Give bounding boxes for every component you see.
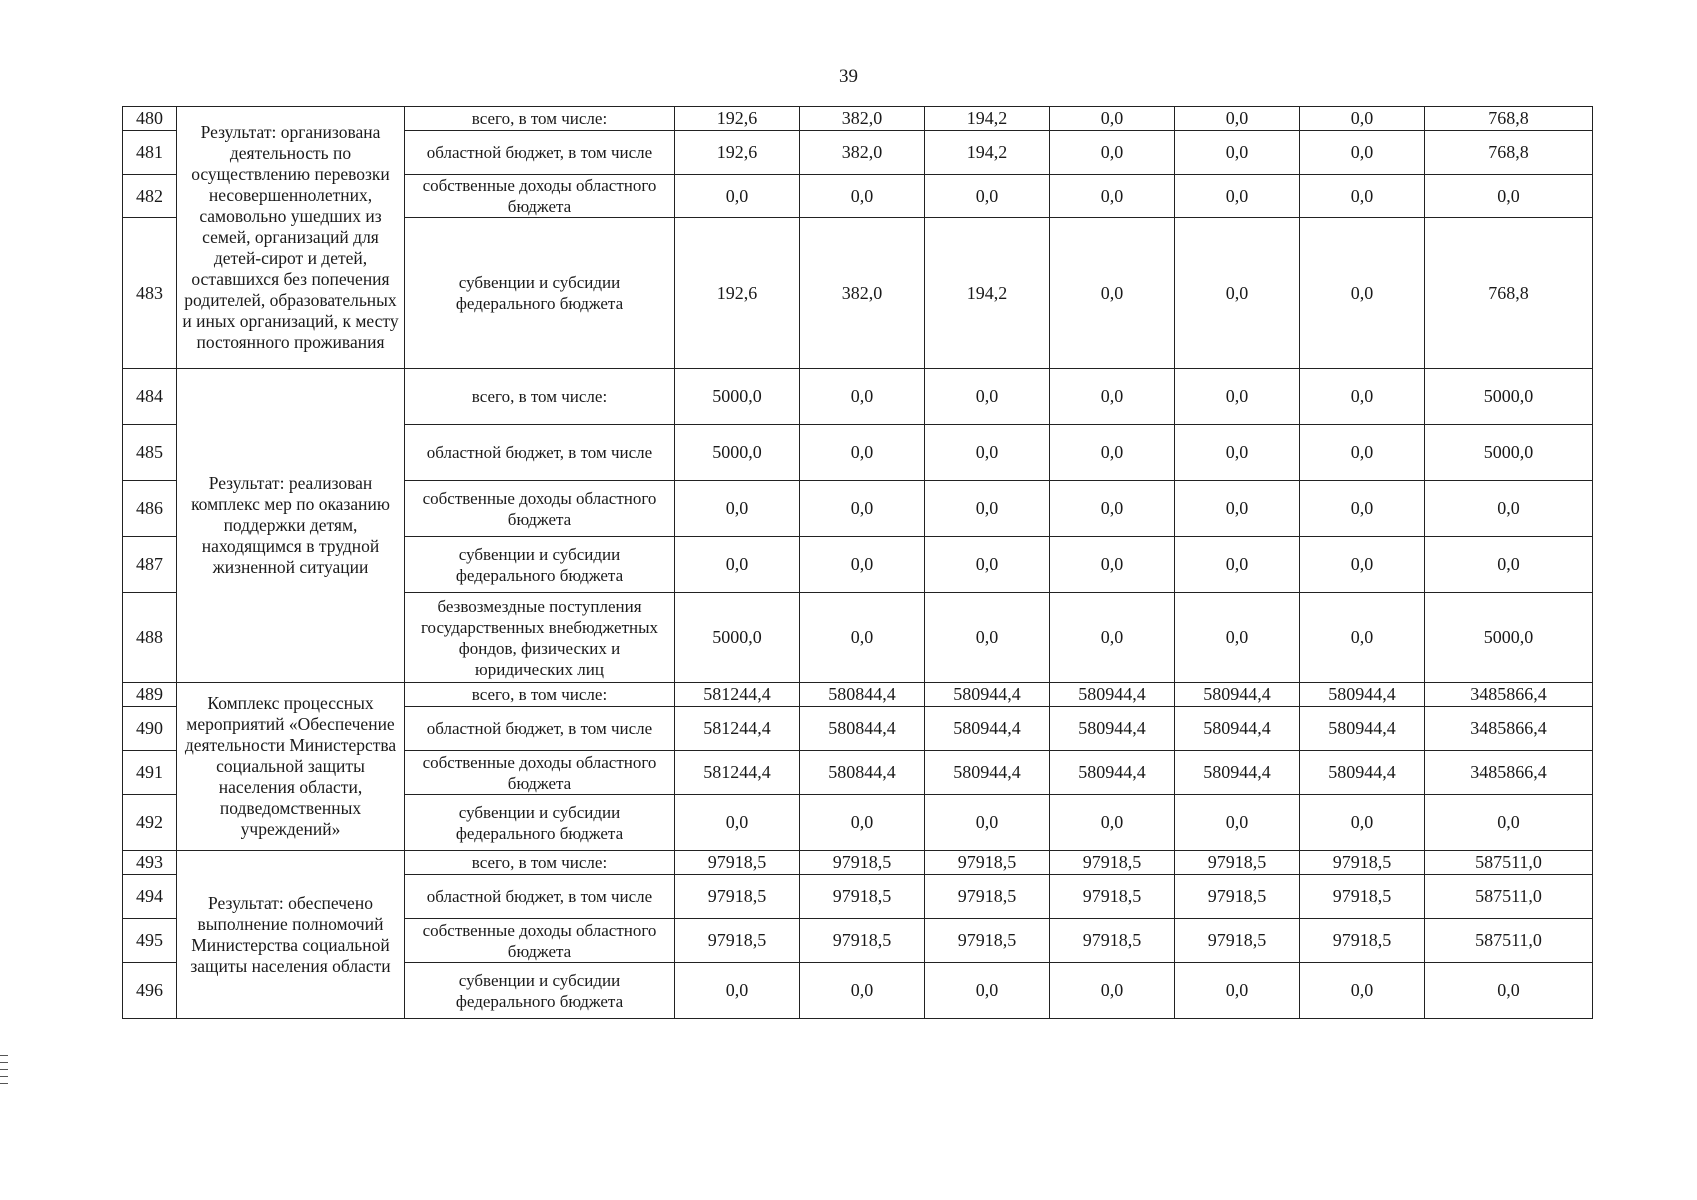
funding-source-cell: собственные доходы областного бюджета	[405, 481, 675, 537]
year-value-cell: 0,0	[675, 537, 800, 593]
table-row	[123, 683, 1593, 707]
year-value-cell: 382,0	[800, 131, 925, 175]
year-value-cell: 580944,4	[1300, 683, 1425, 707]
row-number-cell: 488	[123, 593, 177, 683]
funding-source-cell: собственные доходы областного бюджета	[405, 919, 675, 963]
year-value-cell: 0,0	[800, 963, 925, 1019]
year-value-cell: 580944,4	[1050, 683, 1175, 707]
funding-source-cell: собственные доходы областного бюджета	[405, 751, 675, 795]
year-value-cell: 5000,0	[675, 425, 800, 481]
year-value-cell: 580844,4	[800, 751, 925, 795]
year-value-cell: 0,0	[800, 593, 925, 683]
year-value-cell: 0,0	[800, 425, 925, 481]
year-value-cell: 580944,4	[1300, 707, 1425, 751]
funding-source-cell: собственные доходы областного бюджета	[405, 175, 675, 218]
row-number-cell: 494	[123, 875, 177, 919]
year-value-cell: 580844,4	[800, 683, 925, 707]
year-value-cell: 97918,5	[1175, 875, 1300, 919]
year-value-cell: 194,2	[925, 107, 1050, 131]
year-value-cell: 382,0	[800, 218, 925, 369]
year-value-cell: 0,0	[1050, 107, 1175, 131]
total-value-cell: 768,8	[1425, 218, 1593, 369]
year-value-cell: 0,0	[1175, 218, 1300, 369]
row-number-cell: 486	[123, 481, 177, 537]
year-value-cell: 0,0	[1300, 963, 1425, 1019]
year-value-cell: 0,0	[925, 369, 1050, 425]
row-number-cell: 490	[123, 707, 177, 751]
year-value-cell: 194,2	[925, 131, 1050, 175]
row-number-cell: 493	[123, 851, 177, 875]
total-value-cell: 0,0	[1425, 481, 1593, 537]
year-value-cell: 0,0	[1050, 175, 1175, 218]
funding-source-cell: субвенции и субсидии федерального бюджета	[405, 218, 675, 369]
year-value-cell: 0,0	[1050, 537, 1175, 593]
year-value-cell: 97918,5	[925, 919, 1050, 963]
year-value-cell: 192,6	[675, 107, 800, 131]
year-value-cell: 0,0	[925, 795, 1050, 851]
measure-description-cell: Результат: организована деятельность по осуществлению перевозки несовершеннолетних, самовольно ушедших из семей, организаций для детей-сирот и детей, оставшихся без попечения родителей, образовательных и иных организаций, к месту постоянного проживания	[177, 107, 405, 369]
year-value-cell: 0,0	[675, 795, 800, 851]
year-value-cell: 581244,4	[675, 707, 800, 751]
year-value-cell: 97918,5	[675, 851, 800, 875]
funding-source-cell: областной бюджет, в том числе	[405, 425, 675, 481]
year-value-cell: 97918,5	[800, 851, 925, 875]
year-value-cell: 97918,5	[925, 851, 1050, 875]
year-value-cell: 5000,0	[675, 593, 800, 683]
total-value-cell: 587511,0	[1425, 851, 1593, 875]
funding-source-cell: всего, в том числе:	[405, 851, 675, 875]
year-value-cell: 97918,5	[1300, 919, 1425, 963]
year-value-cell: 0,0	[1300, 481, 1425, 537]
total-value-cell: 5000,0	[1425, 425, 1593, 481]
total-value-cell: 3485866,4	[1425, 683, 1593, 707]
year-value-cell: 0,0	[800, 481, 925, 537]
year-value-cell: 580944,4	[1175, 683, 1300, 707]
funding-source-cell: безвозмездные поступления государственных внебюджетных фондов, физических и юридических лиц	[405, 593, 675, 683]
row-number-cell: 489	[123, 683, 177, 707]
year-value-cell: 97918,5	[1300, 875, 1425, 919]
year-value-cell: 0,0	[1300, 425, 1425, 481]
year-value-cell: 97918,5	[1050, 919, 1175, 963]
year-value-cell: 580944,4	[1050, 707, 1175, 751]
year-value-cell: 0,0	[1050, 963, 1175, 1019]
year-value-cell: 382,0	[800, 107, 925, 131]
year-value-cell: 0,0	[800, 795, 925, 851]
year-value-cell: 0,0	[1050, 369, 1175, 425]
year-value-cell: 0,0	[1175, 963, 1300, 1019]
row-number-cell: 484	[123, 369, 177, 425]
year-value-cell: 0,0	[1050, 593, 1175, 683]
year-value-cell: 0,0	[1050, 131, 1175, 175]
table-body	[123, 107, 1593, 1019]
year-value-cell: 0,0	[1050, 795, 1175, 851]
year-value-cell: 97918,5	[1050, 875, 1175, 919]
year-value-cell: 0,0	[1050, 218, 1175, 369]
year-value-cell: 580944,4	[925, 683, 1050, 707]
year-value-cell: 192,6	[675, 131, 800, 175]
year-value-cell: 0,0	[1175, 131, 1300, 175]
total-value-cell: 3485866,4	[1425, 707, 1593, 751]
total-value-cell: 768,8	[1425, 131, 1593, 175]
year-value-cell: 0,0	[1175, 593, 1300, 683]
year-value-cell: 97918,5	[800, 875, 925, 919]
year-value-cell: 0,0	[675, 481, 800, 537]
year-value-cell: 0,0	[675, 175, 800, 218]
year-value-cell: 97918,5	[1175, 919, 1300, 963]
year-value-cell: 194,2	[925, 218, 1050, 369]
year-value-cell: 5000,0	[675, 369, 800, 425]
year-value-cell: 580944,4	[925, 707, 1050, 751]
year-value-cell: 580944,4	[1175, 707, 1300, 751]
year-value-cell: 581244,4	[675, 751, 800, 795]
year-value-cell: 0,0	[1300, 175, 1425, 218]
row-number-cell: 482	[123, 175, 177, 218]
funding-source-cell: областной бюджет, в том числе	[405, 875, 675, 919]
year-value-cell: 580944,4	[1175, 751, 1300, 795]
year-value-cell: 580844,4	[800, 707, 925, 751]
funding-source-cell: областной бюджет, в том числе	[405, 131, 675, 175]
year-value-cell: 97918,5	[1175, 851, 1300, 875]
year-value-cell: 0,0	[1300, 218, 1425, 369]
total-value-cell: 5000,0	[1425, 369, 1593, 425]
funding-source-cell: всего, в том числе:	[405, 683, 675, 707]
year-value-cell: 0,0	[1175, 175, 1300, 218]
funding-source-cell: всего, в том числе:	[405, 369, 675, 425]
year-value-cell: 0,0	[1300, 795, 1425, 851]
total-value-cell: 587511,0	[1425, 875, 1593, 919]
page-number: 39	[839, 66, 858, 87]
total-value-cell: 3485866,4	[1425, 751, 1593, 795]
year-value-cell: 0,0	[800, 175, 925, 218]
year-value-cell: 0,0	[1050, 481, 1175, 537]
total-value-cell: 0,0	[1425, 175, 1593, 218]
row-number-cell: 480	[123, 107, 177, 131]
row-number-cell: 481	[123, 131, 177, 175]
measure-description-cell: Комплекс процессных мероприятий «Обеспечение деятельности Министерства социальной защиты населения области, подведомственных учреждений»	[177, 683, 405, 851]
year-value-cell: 0,0	[925, 593, 1050, 683]
budget-table	[122, 106, 1593, 1019]
row-number-cell: 495	[123, 919, 177, 963]
year-value-cell: 0,0	[800, 537, 925, 593]
measure-description-cell: Результат: обеспечено выполнение полномочий Министерства социальной защиты населения области	[177, 851, 405, 1019]
year-value-cell: 580944,4	[1300, 751, 1425, 795]
total-value-cell: 0,0	[1425, 537, 1593, 593]
measure-description-cell: Результат: реализован комплекс мер по оказанию поддержки детям, находящимся в трудной жизненной ситуации	[177, 369, 405, 683]
funding-source-cell: областной бюджет, в том числе	[405, 707, 675, 751]
year-value-cell: 0,0	[1175, 481, 1300, 537]
row-number-cell: 483	[123, 218, 177, 369]
year-value-cell: 0,0	[1300, 593, 1425, 683]
total-value-cell: 0,0	[1425, 963, 1593, 1019]
year-value-cell: 97918,5	[925, 875, 1050, 919]
year-value-cell: 0,0	[925, 175, 1050, 218]
year-value-cell: 97918,5	[675, 875, 800, 919]
year-value-cell: 0,0	[1050, 425, 1175, 481]
funding-source-cell: всего, в том числе:	[405, 107, 675, 131]
year-value-cell: 0,0	[925, 481, 1050, 537]
funding-source-cell: субвенции и субсидии федерального бюджета	[405, 537, 675, 593]
year-value-cell: 97918,5	[800, 919, 925, 963]
funding-source-cell: субвенции и субсидии федерального бюджета	[405, 963, 675, 1019]
year-value-cell: 0,0	[800, 369, 925, 425]
year-value-cell: 0,0	[1175, 107, 1300, 131]
table-row	[123, 107, 1593, 131]
row-number-cell: 491	[123, 751, 177, 795]
year-value-cell: 0,0	[1300, 369, 1425, 425]
funding-source-cell: субвенции и субсидии федерального бюджета	[405, 795, 675, 851]
year-value-cell: 97918,5	[675, 919, 800, 963]
year-value-cell: 0,0	[1175, 369, 1300, 425]
year-value-cell: 0,0	[1300, 537, 1425, 593]
year-value-cell: 0,0	[925, 537, 1050, 593]
year-value-cell: 0,0	[1175, 425, 1300, 481]
year-value-cell: 0,0	[1175, 537, 1300, 593]
year-value-cell: 0,0	[1300, 107, 1425, 131]
table-row	[123, 851, 1593, 875]
row-number-cell: 496	[123, 963, 177, 1019]
year-value-cell: 97918,5	[1050, 851, 1175, 875]
total-value-cell: 0,0	[1425, 795, 1593, 851]
total-value-cell: 587511,0	[1425, 919, 1593, 963]
year-value-cell: 580944,4	[1050, 751, 1175, 795]
year-value-cell: 0,0	[925, 425, 1050, 481]
table-row	[123, 369, 1593, 425]
row-number-cell: 487	[123, 537, 177, 593]
year-value-cell: 97918,5	[1300, 851, 1425, 875]
year-value-cell: 0,0	[675, 963, 800, 1019]
year-value-cell: 580944,4	[925, 751, 1050, 795]
total-value-cell: 768,8	[1425, 107, 1593, 131]
total-value-cell: 5000,0	[1425, 593, 1593, 683]
row-number-cell: 485	[123, 425, 177, 481]
year-value-cell: 0,0	[925, 963, 1050, 1019]
row-number-cell: 492	[123, 795, 177, 851]
year-value-cell: 581244,4	[675, 683, 800, 707]
year-value-cell: 0,0	[1175, 795, 1300, 851]
year-value-cell: 192,6	[675, 218, 800, 369]
year-value-cell: 0,0	[1300, 131, 1425, 175]
